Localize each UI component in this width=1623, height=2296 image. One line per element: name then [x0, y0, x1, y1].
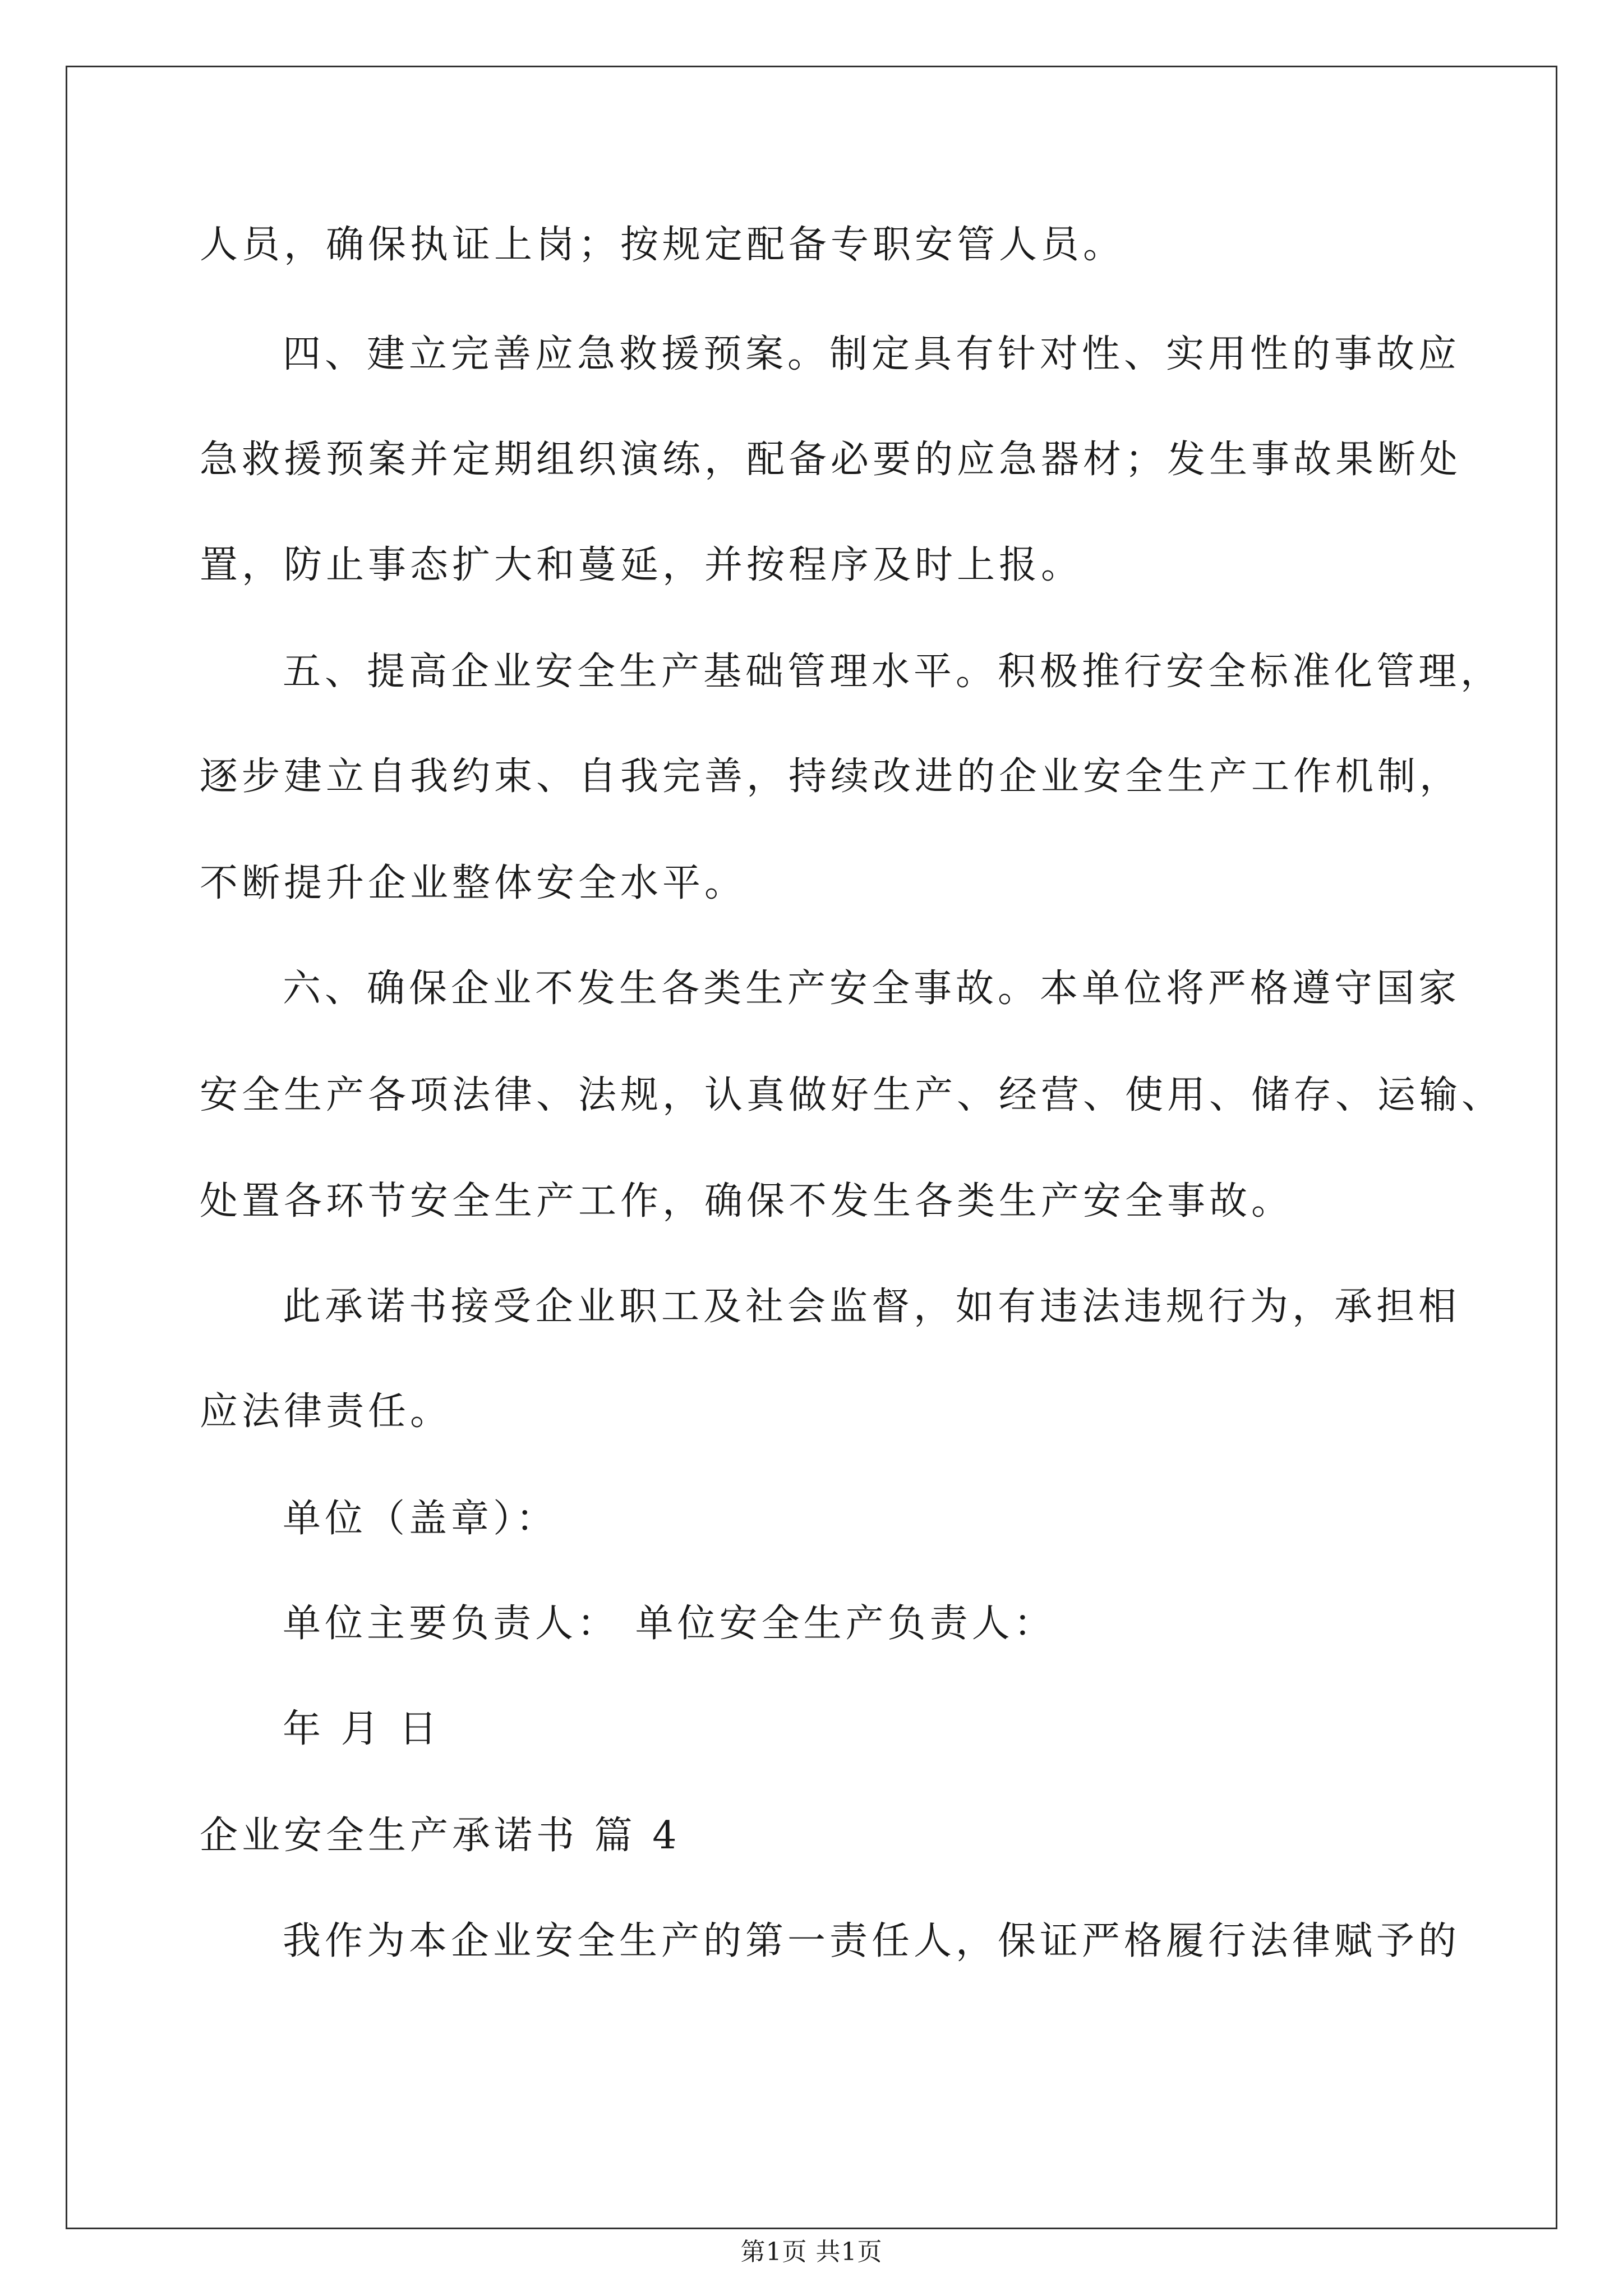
text-line: 人员，确保执证上岗；按规定配备专职安管人员。	[200, 223, 1126, 267]
responsible-persons-label: 单位主要负责人： 单位安全生产负责人：	[283, 1602, 1056, 1646]
paragraph-4-start: 四、建立完善应急救援预案。制定具有针对性、实用性的事故应	[283, 332, 1461, 376]
commitment-paragraph-start: 此承诺书接受企业职工及社会监督，如有违法违规行为，承担相	[283, 1285, 1461, 1329]
text-line: 安全生产各项法律、法规，认真做好生产、经营、使用、储存、运输、	[200, 1073, 1504, 1117]
paragraph-6-start: 六、确保企业不发生各类生产安全事故。本单位将严格遵守国家	[283, 967, 1461, 1011]
date-label: 年 月 日	[283, 1707, 441, 1751]
text-line: 逐步建立自我约束、自我完善，持续改进的企业安全生产工作机制，	[200, 754, 1462, 799]
text-line: 应法律责任。	[200, 1389, 453, 1434]
page-border	[66, 66, 1557, 2229]
paragraph-start: 我作为本企业安全生产的第一责任人，保证严格履行法律赋予的	[283, 1919, 1461, 1963]
text-line: 置，防止事态扩大和蔓延，并按程序及时上报。	[200, 543, 1083, 587]
unit-seal-label: 单位（盖章）：	[283, 1497, 559, 1541]
page-footer: 第1页 共1页	[740, 2238, 883, 2266]
text-line: 不断提升企业整体安全水平。	[200, 861, 747, 905]
text-line: 处置各环节安全生产工作，确保不发生各类生产安全事故。	[200, 1179, 1294, 1223]
section-heading: 企业安全生产承诺书 篇 4	[200, 1814, 681, 1858]
paragraph-5-start: 五、提高企业安全生产基础管理水平。积极推行安全标准化管理，	[283, 650, 1503, 694]
text-line: 急救援预案并定期组织演练，配备必要的应急器材；发生事故果断处	[200, 438, 1462, 482]
